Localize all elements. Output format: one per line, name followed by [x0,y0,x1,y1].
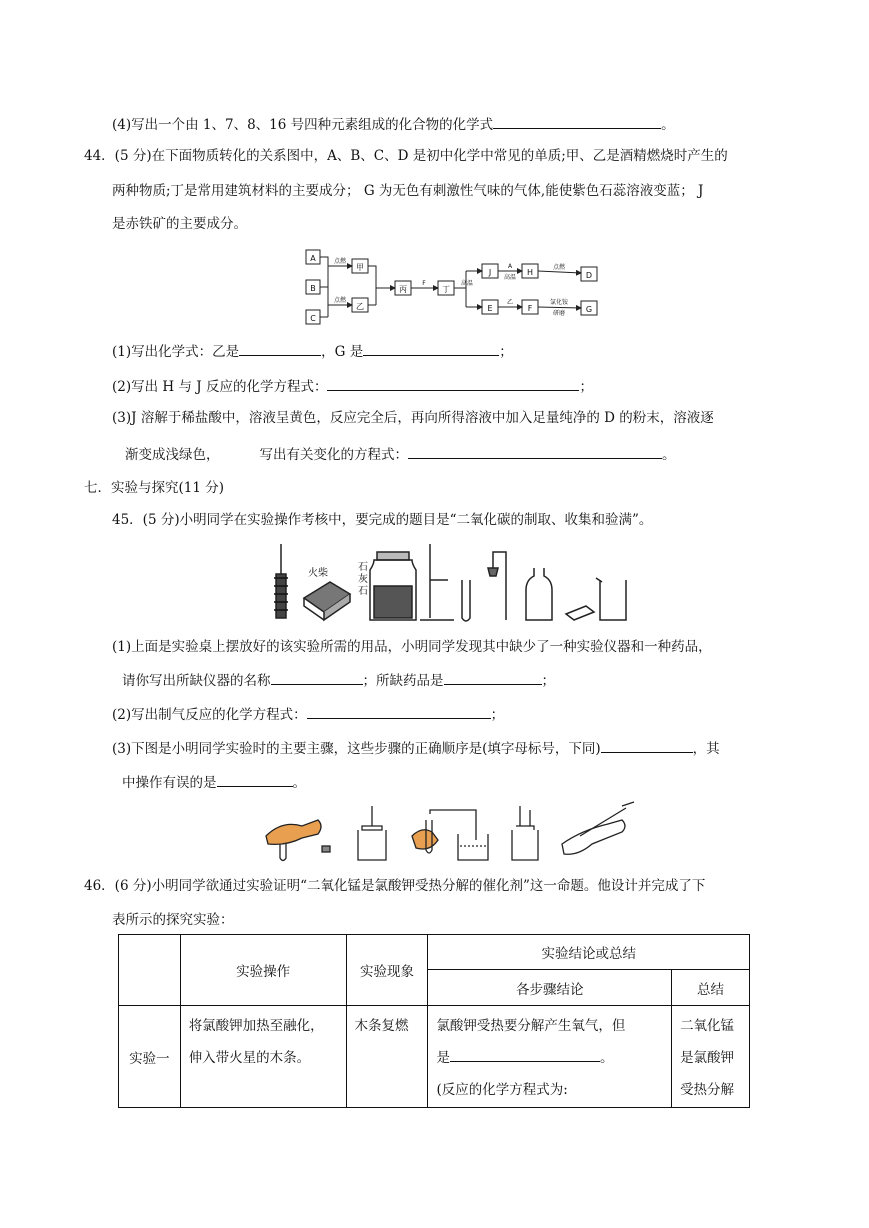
q45-stem: 45．(5 分)小明同学在实验操作考核中，要完成的题目是“二氧化碳的制取、收集和验满”。 [112,512,653,528]
gas-collect-icon [358,826,386,860]
table-header-empty [119,935,181,1006]
row-summary-line1: 二氧化锰 [680,1018,735,1034]
row-phenomenon [346,1006,428,1108]
label-shihuishi: 石灰石 [358,562,368,597]
label-jia: 甲 [356,263,364,272]
label-E: E [487,304,493,313]
hand-tube-icon [412,830,438,849]
label-dianran-2: 点燃 [333,297,347,304]
q45-steps-image [262,800,640,866]
q43-sub4-text: (4)写出一个由 1、7、8、16 号四种元素组成的化合物的化学式 [112,117,494,133]
q45-sub1-line2a: 请你写出所缺仪器的名称 [122,673,271,689]
q44-relation-diagram [300,246,600,328]
hand-pour-icon [266,820,321,844]
q45-sub3-blank-order[interactable] [601,738,693,753]
gas-bottle-icon [526,568,552,620]
table-header-conclusion: 实验结论或总结 [428,935,750,970]
q45-sub1-line2 [122,670,555,691]
q46-experiment-table [118,934,750,1108]
q45-sub3-blank-wrong[interactable] [217,772,293,787]
beaker-water-icon [458,834,488,860]
q45-sub3-line1-text: (3)下图是小明同学实验时的主要主骤，这些步骤的正确顺序是(填字母标号，下同) [112,741,601,757]
label-dianran-3: 点燃 [552,264,566,271]
q45-sub2-end: ； [490,707,505,723]
table-header-summary: 总结 [672,970,750,1006]
label-H: H [526,268,534,277]
label-lvhua: 氯化铵 [549,299,569,306]
q45-sub1-blank-reagent[interactable] [444,670,542,685]
row-operation-line2: 伸入带火星的木条。 [188,1050,311,1066]
q45-sub3-line1-end: ，其 [692,741,720,757]
label-dianran-1: 点燃 [333,258,347,265]
q45-sub1-line2b: ；所缺药品是 [362,673,444,689]
q45-sub2-blank[interactable] [307,704,491,719]
stopper-tube-icon [488,568,498,576]
label-huochai: 火柴 [308,568,328,579]
label-C: C [310,314,316,323]
label-B: B [310,284,316,293]
q44-sub2 [112,376,593,397]
table-header-phenomenon: 实验现象 [346,935,428,1006]
hand-dropper-icon [562,820,625,854]
q44-sub1-blank-yi[interactable] [239,341,321,356]
row-experiment-name: 实验一 [119,1006,181,1108]
label-J: J [488,268,492,277]
table-row [119,1006,750,1108]
glass-plate-icon [566,606,594,620]
label-bing: 丙 [399,285,407,294]
q46-stem-line2: 表所示的探究实验： [112,912,234,928]
label-arrow-F: F [422,280,426,287]
q43-sub4 [112,114,675,135]
q44-stem-line1: 44．(5 分)在下面物质转化的关系图中，A、B、C、D 是初中化学中常见的单质;甲、乙是酒精燃烧时产生的 [84,148,728,164]
row-step-conclusion [428,1006,672,1108]
q45-sub3-end: 。 [292,775,306,791]
q44-sub1-mid: ，G 是 [321,344,364,360]
row-operation-line1: 将氯酸钾加热至融化， [188,1018,324,1034]
label-yanmo: 研磨 [552,310,566,317]
label-gaowen: 高温 [460,280,474,287]
gas-bottle-2-icon [512,826,538,860]
q46-stem-line1: 46．(6 分)小明同学欲通过实验证明“二氧化锰是氯酸钾受热分解的催化剂”这一命题。他设计并完成了下 [84,878,706,894]
beaker-icon [596,578,626,620]
row-summary [672,1006,750,1108]
q45-sub1-line1: (1)上面是实验桌上摆放好的该实验所需的用品，小明同学发现其中缺少了一种实验仪器和一种药品， [112,639,712,655]
row-phenomenon-text: 木条复燃 [354,1018,409,1034]
q45-sub3-line1 [112,738,720,759]
row-operation [180,1006,346,1108]
q44-sub1-label: (1)写出化学式：乙是 [112,344,240,360]
label-arrow-yi: 乙 [506,299,514,306]
label-ding: 丁 [442,285,450,294]
row-step-line3: (反应的化学方程式为: [436,1082,568,1098]
q44-sub2-label: (2)写出 H 与 J 反应的化学方程式： [112,379,328,395]
q45-sub3-line2-text: 中操作有误的是 [122,775,217,791]
row-step-line2-text: 是 [436,1050,450,1066]
q44-sub2-blank[interactable] [327,376,579,391]
q45-sub2-label: (2)写出制气反应的化学方程式： [112,707,307,723]
test-tube-icon [462,580,470,621]
q44-stem-line3: 是赤铁矿的主要成分。 [112,216,247,232]
row-step-line2-end: 。 [599,1050,614,1066]
label-yi: 乙 [356,302,364,311]
q44-stem-line2: 两种物质;丁是常用建筑材料的主要成分； G 为无色有刺激性气味的气体,能使紫色石蕊溶液变蓝； J [112,183,704,199]
q44-sub1-end: ； [499,344,513,360]
q43-sub4-blank[interactable] [493,114,661,129]
row-step-line1: 氯酸钾受热要分解产生氧气，但 [436,1018,626,1034]
section-7-title: 七．实验与探究(11 分) [84,480,225,496]
q43-sub4-end: 。 [661,117,675,133]
q44-sub2-end: ； [579,379,593,395]
table-header-operation: 实验操作 [180,935,346,1006]
label-F: F [527,304,533,313]
reagent-jar-icon [377,552,409,560]
q45-sub1-end: ； [541,673,555,689]
q45-sub1-blank-instrument[interactable] [271,670,363,685]
q44-sub3-line2 [125,444,676,465]
q44-sub3-end: 。 [662,447,676,463]
q44-sub3-line2b: 写出有关变化的方程式： [259,447,408,463]
label-arrow-A-sub: 高温 [503,274,517,281]
q44-sub1-blank-g[interactable] [363,341,499,356]
q44-sub1 [112,341,513,362]
q44-sub3-blank[interactable] [408,444,662,459]
row-summary-line2: 是氯酸钾 [680,1050,735,1066]
row-step-blank[interactable] [450,1047,600,1062]
label-arrow-A: A [507,263,513,270]
label-A: A [310,254,316,263]
table-header-step-conclusion: 各步骤结论 [428,970,672,1006]
row-step-line2 [436,1042,663,1074]
q44-sub3-line2a: 渐变成浅绿色， [125,447,220,463]
q45-sub3-line2 [122,772,306,793]
q45-sub2 [112,704,504,725]
q44-sub3-line1: (3)J 溶解于稀盐酸中，溶液呈黄色，反应完全后，再向所得溶液中加入足量纯净的 D 的粉末，溶液逐 [112,410,714,426]
label-D: D [585,271,593,280]
label-G: G [585,305,593,314]
row-summary-line3: 受热分解 [680,1082,735,1098]
q45-lab-equipment-image [270,540,630,626]
